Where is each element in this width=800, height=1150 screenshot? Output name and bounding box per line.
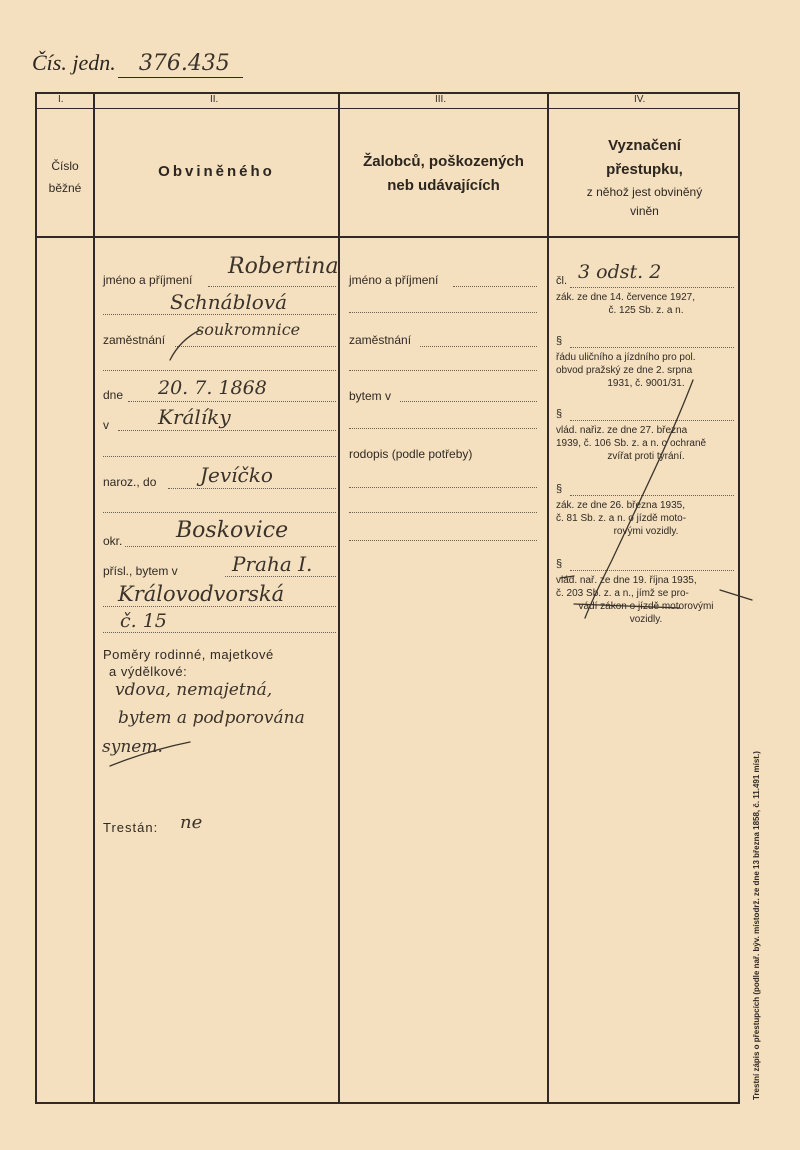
offence-motor-decree-3: vádí zákon o jízdě motorovými: [578, 601, 714, 612]
reference-number: 376.435: [138, 51, 230, 76]
offence-paragraph-3: §: [556, 483, 563, 495]
defendant-occupation-label: zaměstnání: [103, 333, 166, 347]
defendant-name-label: jméno a příjmení: [103, 273, 193, 287]
offence-motor-decree-2: č. 203 Sb. z. a n., jímž se pro-: [556, 588, 689, 599]
offence-motor-law-1: zák. ze dne 26. března 1935,: [556, 500, 685, 511]
defendant-circumstances-label-1: Poměry rodinné, majetkové: [103, 647, 274, 662]
defendant-surname: Schnáblová: [170, 290, 288, 314]
column-4-header-line-1: Vyznačení: [608, 137, 681, 154]
defendant-first-name: Robertina: [228, 254, 339, 279]
defendant-circumstances-2: bytem a podporována: [118, 708, 305, 728]
offence-paragraph-4: §: [556, 558, 563, 570]
offence-paragraph-2: §: [556, 408, 563, 420]
offence-motor-law-2: č. 81 Sb. z. a n. o jízdě moto-: [556, 513, 687, 524]
occupation-flourish: [170, 330, 200, 360]
offence-motor-decree-1: vlád. nař. ze dne 19. října 1935,: [556, 575, 697, 586]
column-number-1: I.: [58, 94, 64, 105]
offence-article-label: čl.: [556, 275, 567, 287]
column-4-header-line-3: z něhož jest obviněný: [586, 185, 703, 199]
column-3-header-line-1: Žalobců, poškozených: [363, 153, 524, 170]
offence-traffic-rules-3: 1931, č. 9001/31.: [607, 378, 685, 389]
column-4-header-line-2: přestupku,: [606, 161, 683, 178]
defendant-home: Jevíčko: [200, 463, 273, 487]
complainant-residence-label: bytem v: [349, 389, 392, 403]
defendant-street: Královodvorská: [118, 582, 285, 606]
defendant-district-label: okr.: [103, 534, 123, 548]
column-number-2: II.: [210, 94, 219, 105]
cross-out-stroke: [585, 380, 693, 618]
column-1-header-line-1: Číslo: [51, 159, 79, 173]
complainant-genealogy-label: rodopis (podle potřeby): [349, 447, 473, 461]
defendant-convicted: ne: [180, 812, 203, 833]
offence-animal-law-2: 1939, č. 106 Sb. z. a n. o ochraně: [556, 438, 707, 449]
defendant-circumstances-1: vdova, nemajetná,: [115, 680, 273, 700]
defendant-house-number: č. 15: [120, 610, 167, 632]
offence-paragraph-1: §: [556, 335, 563, 347]
offence-article: 3 odst. 2: [578, 261, 662, 283]
offence-law-1927-2: č. 125 Sb. z. a n.: [608, 305, 684, 316]
defendant-home-label: naroz., do: [103, 475, 157, 489]
circumstances-flourish: [110, 742, 190, 766]
complainant-occupation-label: zaměstnání: [349, 333, 412, 347]
defendant-birthdate: 20. 7. 1868: [158, 377, 267, 399]
offence-animal-law-1: vlád. nařiz. ze dne 27. března: [556, 425, 688, 436]
column-number-3: III.: [435, 94, 447, 105]
defendant-birthplace: Králíky: [158, 405, 231, 429]
offence-animal-law-3: zvířat proti týrání.: [607, 451, 685, 462]
offence-traffic-rules-1: řádu uličního a jízdního pro pol.: [556, 352, 696, 363]
defendant-circumstances-label-2: a výdělkové:: [109, 664, 188, 679]
reference-label: Čís. jedn.: [32, 50, 116, 75]
defendant-occupation: soukromnice: [196, 320, 301, 339]
column-number-4: IV.: [634, 94, 646, 105]
offence-motor-decree-4: vozidly.: [629, 614, 663, 625]
side-note: Trestní zápis o přestupcích (podle nař. býv. místodrž. ze dne 13 března 1858, č. 11.491 míst.): [752, 751, 761, 1100]
column-1-header-line-2: běžné: [48, 181, 82, 195]
strike-stroke-2: [720, 590, 752, 600]
offence-motor-law-3: rovými vozidly.: [613, 526, 679, 537]
defendant-domicile-label: přísl., bytem v: [103, 564, 178, 578]
check-stroke: [560, 576, 574, 578]
column-4-header-line-4: viněn: [630, 204, 659, 218]
defendant-circumstances-3: synem.: [102, 737, 163, 757]
defendant-district: Boskovice: [176, 518, 289, 543]
offence-law-1927-1: zák. ze dne 14. července 1927,: [556, 292, 695, 303]
defendant-birthdate-label: dne: [103, 388, 124, 402]
defendant-convicted-label: Trestán:: [103, 820, 159, 835]
offence-traffic-rules-2: obvod pražský ze dne 2. srpna: [556, 365, 693, 376]
column-2-header: Obviněného: [158, 163, 275, 180]
defendant-domicile: Praha I.: [232, 552, 313, 576]
column-3-header-line-2: neb udávajících: [387, 177, 500, 194]
complainant-name-label: jméno a příjmení: [349, 273, 439, 287]
defendant-birthplace-label: v: [103, 418, 109, 432]
